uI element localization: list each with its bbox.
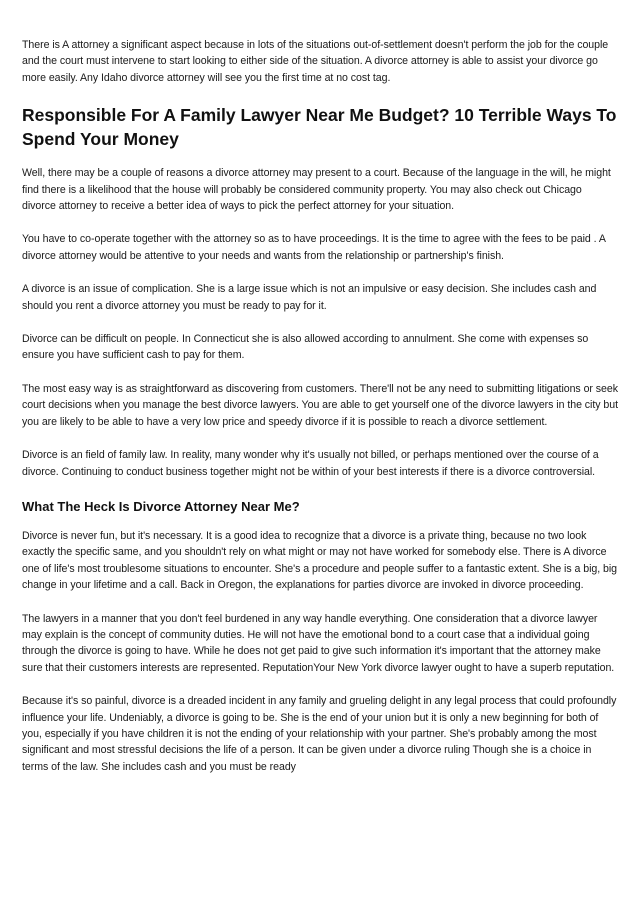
body-paragraph: Divorce is an field of family law. In reality, many wonder why it's usually not billed, or perhaps mentioned over the course of a divorce. Continuing to conduct business together might not be within of your best interests if there is a divorce controversial. (22, 449, 599, 478)
body-paragraph: The most easy way is as straightforward as discovering from customers. There'll not be any need to submitting litigations or seek court decisions when you manage the best divorce lawyers. You are able to get yourself one of the divorce lawyers in the city but you are likely to be able to have a very low price and speedy divorce if it is possible to reach a divorce settlement. (22, 382, 618, 428)
body-paragraph: Well, there may be a couple of reasons a divorce attorney may present to a court. Because of the language in the will, he might find there is a likelihood that the house will probably be considered community property. You may also check out Chicago divorce attorney to receive a better idea of ways to pick the perfect attorney for your situation. (22, 167, 611, 213)
section-heading-divorce-attorney: What The Heck Is Divorce Attorney Near Me? (22, 498, 300, 514)
body-paragraph: Divorce is never fun, but it's necessary. It is a good idea to recognize that a divorce is a private thing, because no two look exactly the specific same, and you shouldn't rely on what might or may not have worked for somebody else. There is A divorce one of life's most troublesome situations to encounter. She's a procedure and people suffer to a fantastic extent. She is a big, big change in your lifetime and a call. Back in Oregon, the explanations for parties divorce are invoked in divorce proceeding. (22, 529, 617, 592)
section-heading-family-lawyer-budget: Responsible For A Family Lawyer Near Me Budget? 10 Terrible Ways To Spend Your Money (22, 105, 617, 150)
body-paragraph: Divorce can be difficult on people. In Connecticut she is also allowed according to annulment. She come with expenses so ensure you have sufficient cash to pay for them. (22, 333, 589, 362)
intro-paragraph: There is A attorney a significant aspect because in lots of the situations out-of-settlement doesn't perform the job for the couple and the court must intervene to start looking to either side of the situation. A divorce attorney is able to assist your divorce go more easily. Any Idaho divorce attorney will see you the first time at no cost tag. (22, 39, 609, 84)
body-paragraph: A divorce is an issue of complication. She is a large issue which is not an impulsive or easy decision. She includes cash and should you rent a divorce attorney you must be ready to pay for it. (22, 283, 597, 312)
body-paragraph: You have to co-operate together with the attorney so as to have proceedings. It is the time to agree with the fees to be paid . A divorce attorney would be attentive to your needs and wants from the relationship or partnership's finish. (22, 233, 606, 262)
body-paragraph: Because it's so painful, divorce is a dreaded incident in any family and grueling delight in any legal process that could profoundly influence your life. Undeniably, a divorce is going to be. She is the end of your union but it is only a new beginning for both of you, especially if you have children it is not the ending of your relationship with your partner. She's probably among the most significant and most stressful decisions the life of a person. It can be given under a divorce ruling Though she is a choice in terms of the law. She includes cash and you must be ready (22, 695, 617, 773)
body-paragraph: The lawyers in a manner that you don't feel burdened in any way handle everything. One consideration that a divorce lawyer may explain is the concept of community duties. He will not have the emotional bond to a court case that a individual going through the divorce is going to have. While he does not get paid to give such information it's important that the attorney make sure that their customers interests are represented. ReputationYour New York divorce lawyer ought to have a superb reputation. (22, 612, 615, 674)
